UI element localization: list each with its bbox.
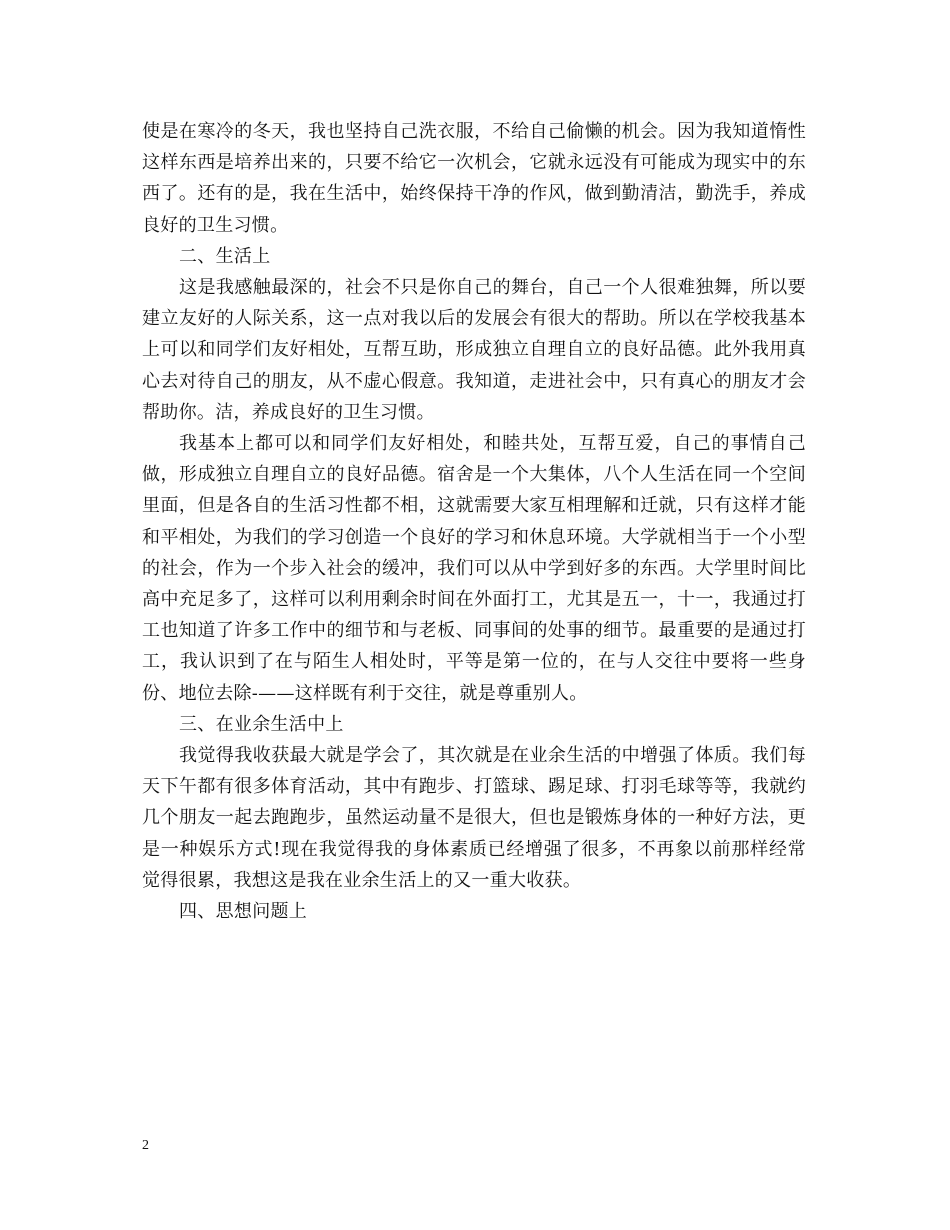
paragraph-relationships: 这是我感触最深的，社会不只是你自己的舞台，自己一个人很难独舞，所以要建立友好的人际关系，这一点对我以后的发展会有很大的帮助。所以在学校我基本上可以和同学们友好相处，互帮互助，形成独立自理自立的良好品德。此外我用真心去对待自己的朋友，从不虚心假意。我知道，走进社会中，只有真心的朋友才会帮助你。洁，养成良好的卫生习惯。 [142, 277, 806, 423]
paragraph-dormitory: 我基本上都可以和同学们友好相处，和睦共处，互帮互爱，自己的事情自己做，形成独立自理自立的良好品德。宿舍是一个大集体，八个人生活在同一个空间里面，但是各自的生活习性都不相，这就需要大家互相理解和迁就，只有这样才能和平相处，为我们的学习创造一个良好的学习和休息环境。大学就相当于一个小型的社会，作为一个步入社会的缓冲，我们可以从中学到好多的东西。大学里时间比高中充足多了，这样可以利用剩余时间在外面打工，尤其是五一，十一，我通过打工也知道了许多工作中的细节和与老板、同事间的处事的细节。最重要的是通过打工，我认识到了在与陌生人相处时，平等是第一位的，在与人交往中要将一些身份、地位去除-——这样既有利于交往，就是尊重别人。 [142, 433, 806, 704]
section-heading-spare-time: 三、在业余生活中上 [179, 713, 344, 735]
section-heading-thought: 四、思想问题上 [179, 901, 308, 923]
paragraph-sports: 我觉得我收获最大就是学会了，其次就是在业余生活的中增强了体质。我们每天下午都有很多体育活动，其中有跑步、打篮球、踢足球、打羽毛球等等，我就约几个朋友一起去跑跑步，虽然运动量不是很大，但也是锻炼身体的一种好方法，更是一种娱乐方式!现在我觉得我的身体素质已经增强了很多，不再象以前那样经常觉得很累，我想这是我在业余生活上的又一重大收获。 [142, 745, 806, 891]
document-body [142, 116, 806, 927]
page-number: 2 [142, 1138, 149, 1153]
section-heading-life: 二、生活上 [179, 245, 271, 267]
paragraph-continuation: 使是在寒冷的冬天，我也坚持自己洗衣服，不给自己偷懒的机会。因为我知道惰性这样东西是培养出来的，只要不给它一次机会，它就永远没有可能成为现实中的东西了。还有的是，我在生活中，始终保持干净的作风，做到勤清洁，勤洗手，养成良好的卫生习惯。 [142, 121, 806, 236]
